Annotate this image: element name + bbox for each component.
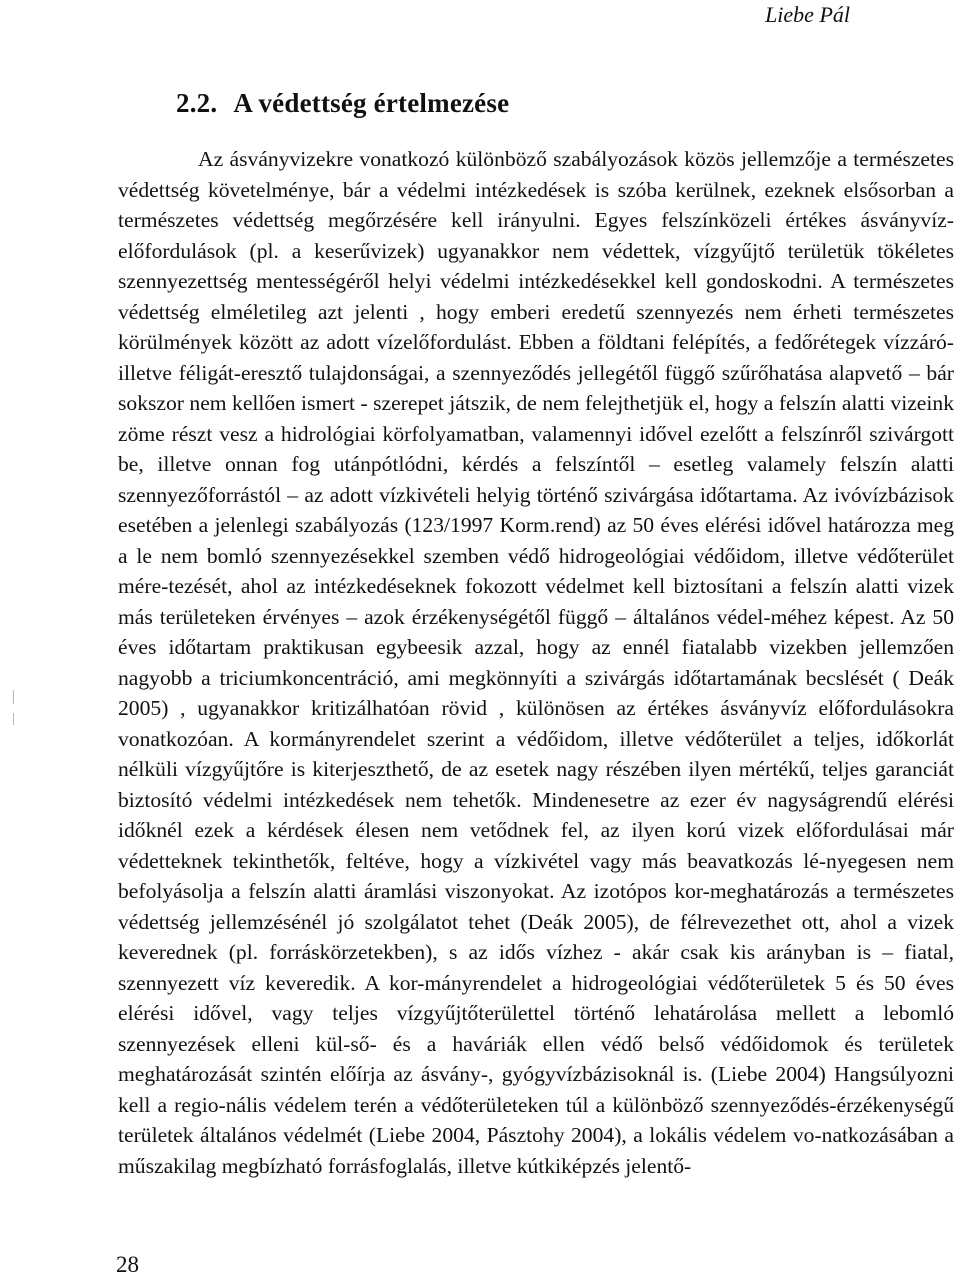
section-number: 2.2. (176, 88, 218, 118)
section-heading (176, 88, 509, 119)
running-header-author: Liebe Pál (765, 2, 850, 27)
margin-mark (13, 690, 14, 704)
section-title-text: A védettség értelmezése (233, 88, 510, 118)
margin-mark (13, 713, 14, 725)
page-number: 28 (116, 1252, 139, 1277)
body-paragraph: Az ásványvizekre vonatkozó különböző szabályozások közös jellemzője a természetes védettség követelménye, bár a védelmi intézkedések is szóba kerülnek, ezeknek elsősorban a természetes védettség megőrzésére kell irányulni. Egyes felszínközeli értékes ásványvíz-előfordulások (pl. a keserűvizek) ugyanakkor nem védettek, vízgyűjtő területük tökéletes szennyezettség mentességéről helyi védelmi intézkedésekkel kell gondoskodni. A természetes védettség elméletileg azt jelenti , hogy emberi eredetű szennyezés nem érheti természetes körülmények között az adott vízelőfordulást. Ebben a földtani felépítés, a fedőrétegek vízzáró- illetve féligát-eresztő tulajdonságai, a szennyeződés jellegétől függő szűrőhatása alapvető – bár sokszor nem kellően ismert - szerepet játszik, de nem felejthetjük el, hogy a felszín alatti vizeink zöme részt vesz a hidrológiai körfolyamatban, valamennyi idővel ezelőtt a felszínről szivárgott be, illetve onnan fog utánpótlódni, kérdés a felszíntől – esetleg valamely felszín alatti szennyezőforrástól – az adott vízkivételi helyig történő szivárgása időtartama. Az ivóvízbázisok esetében a jelenlegi szabályozás (123/1997 Korm.rend) az 50 éves elérési idővel határozza meg a le nem bomló szennyezésekkel szemben védő hidrogeológiai védőidom, illetve védőterület mére-tezését, ahol az intézkedéseknek fokozott védelmet kell biztosítani a felszín alatti vizek más területeken érvényes – azok érzékenységétől függő – általános védel-méhez képest. Az 50 éves időtartam praktikusan egybeesik azzal, hogy az ennél fiatalabb vizekben jellemzően nagyobb a triciumkoncentráció, ami megkönnyíti a szivárgás időtartamának becslését ( Deák 2005) , ugyanakkor kritizálhatóan rövid , különösen az értékes ásványvíz előfordulásokra vonatkozóan. A kormányrendelet szerint a védőidom, illetve védőterület a teljes, időkorlát nélküli vízgyűjtőre is kiterjeszthető, de az esetek nagy részében ilyen mértékű, teljes garanciát biztosító védelmi intézkedések nem tehetők. Mindenesetre az ezer év nagyságrendű elérési időknél ezek a kérdések élesen nem vetődnek fel, az ilyen korú vizek előfordulásai már védetteknek tekinthetők, feltéve, hogy a vízkivétel vagy más beavatkozás lé-nyegesen nem befolyásolja a felszín alatti áramlási viszonyokat. Az izotópos kor-meghatározás a természetes védettség jellemzésénél jó szolgálatot tehet (Deák 2005), de félrevezethet ott, ahol a vizek keverednek (pl. forráskörzetekben), s az idős vízhez - akár csak kis arányban is – fiatal, szennyezett víz keveredik. A kor-mányrendelet a hidrogeológiai védőterületek 5 és 50 éves elérési idővel, vagy teljes vízgyűjtőterülettel történő lehatárolása mellett a lebomló szennyezések elleni kül-ső- és a haváriák ellen védő belső védőidomok és területek meghatározását szintén előírja az ásvány-, gyógyvízbázisoknál is. (Liebe 2004) Hangsúlyozni kell a regio-nális védelem terén a védőterületeken túl a különböző szennyeződés-érzékenységű területek általános védelmét (Liebe 2004, Pásztohy 2004), a lokális védelem vo-natkozásában a műszakilag megbízható forrásfoglalás, illetve kútkiképzés jelentő- (118, 147, 954, 1178)
